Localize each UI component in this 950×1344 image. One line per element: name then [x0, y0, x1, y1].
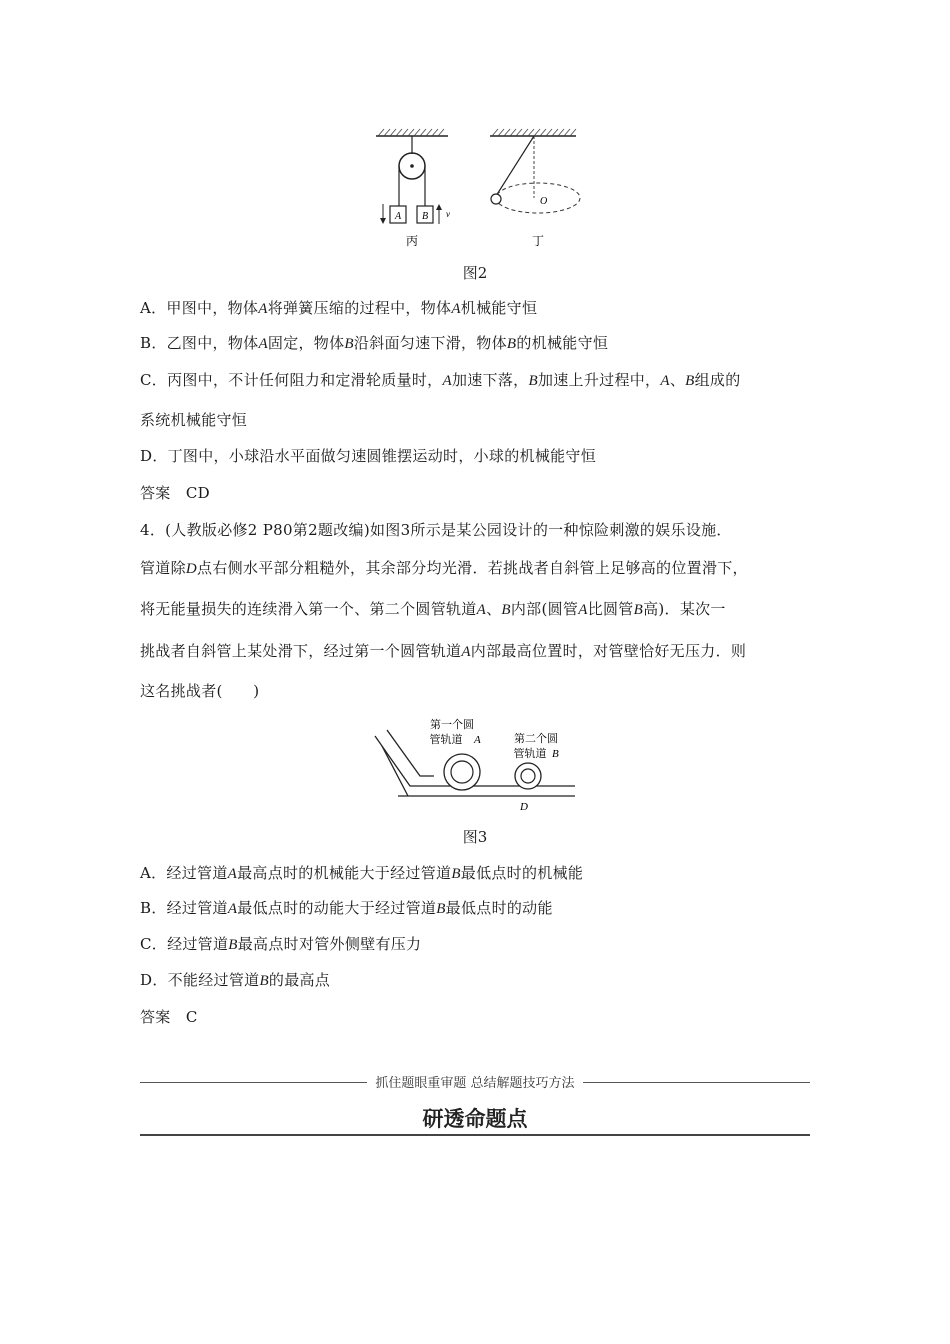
loop-b-outer: [515, 763, 541, 789]
center-o-label: O: [540, 196, 548, 207]
loop-b-label-line1: 第二个圆: [514, 732, 558, 745]
q4-stem-line-1: 4．(人教版必修2 P80第2题改编)如图3所示是某公园设计的一种惊险刺激的娱乐设施．: [140, 521, 732, 539]
figure-3-caption: 图3: [462, 828, 488, 846]
figure-2-caption: 图2: [462, 264, 488, 282]
q4-option-b: B．经过管道A最低点时的动能大于经过管道B最低点时的动能: [140, 899, 553, 917]
q4-stem-line-5: 这名挑战者( ): [140, 682, 260, 700]
circular-path: [496, 183, 580, 213]
block-a-label: A: [394, 211, 402, 222]
label-ding: 丁: [531, 234, 545, 248]
loop-a-outer: [444, 754, 480, 790]
section-banner: [140, 1072, 810, 1092]
ball: [491, 194, 501, 204]
q3-answer: 答案 CD: [140, 484, 211, 502]
label-bing: 丙: [405, 234, 419, 248]
loop-a-label-line2: 管轨道: [429, 733, 463, 746]
figure-3: [370, 712, 580, 812]
q4-option-c: C．经过管道B最高点时对管外侧壁有压力: [140, 935, 422, 953]
q4-stem-line-4: 挑战者自斜管上某处滑下，经过第一个圆管轨道A内部最高位置时，对管壁恰好无压力．则: [140, 642, 747, 660]
q4-option-a: A．经过管道A最高点时的机械能大于经过管道B最低点时的机械能: [140, 864, 584, 882]
figure-3-drawing: [370, 712, 580, 812]
q3-option-d: D．丁图中，小球沿水平面做匀速圆锥摆运动时，小球的机械能守恒: [140, 447, 597, 465]
section-title-underline: [140, 1134, 810, 1136]
figure-2: [368, 124, 588, 254]
q3-option-a: A．甲图中，物体A将弹簧压缩的过程中，物体A机械能守恒: [140, 299, 538, 317]
loop-b-label-line2: 管轨道: [513, 747, 547, 760]
q4-answer: 答案 C: [140, 1008, 198, 1026]
loop-b-var: B: [552, 748, 559, 760]
q4-option-d: D．不能经过管道B的最高点: [140, 971, 331, 989]
figure-2-drawing: [368, 124, 588, 254]
loop-a-label-line1: 第一个圆: [430, 718, 474, 731]
point-d-label: D: [520, 801, 528, 812]
loop-a-var: A: [474, 734, 481, 746]
q3-option-c-continued: 系统机械能守恒: [140, 411, 248, 429]
q4-stem-line-2: 管道除D点右侧水平部分粗糙外，其余部分均光滑．若挑战者自斜管上足够高的位置滑下，: [140, 559, 748, 577]
block-b-label: B: [421, 211, 429, 222]
q3-option-c: C．丙图中，不计任何阻力和定滑轮质量时，A加速下落，B加速上升过程中，A、B组成的: [140, 371, 741, 389]
banner-text: 抓住题眼重审题 总结解题技巧方法: [367, 1076, 582, 1091]
q3-option-b: B．乙图中，物体A固定，物体B沿斜面匀速下滑，物体B的机械能守恒: [140, 334, 609, 352]
q4-stem-line-3: 将无能量损失的连续滑入第一个、第二个圆管轨道A、B内部(圆管A比圆管B高)．某次一: [140, 600, 726, 618]
section-title: 研透命题点: [422, 1107, 528, 1131]
velocity-label: v: [446, 209, 450, 219]
